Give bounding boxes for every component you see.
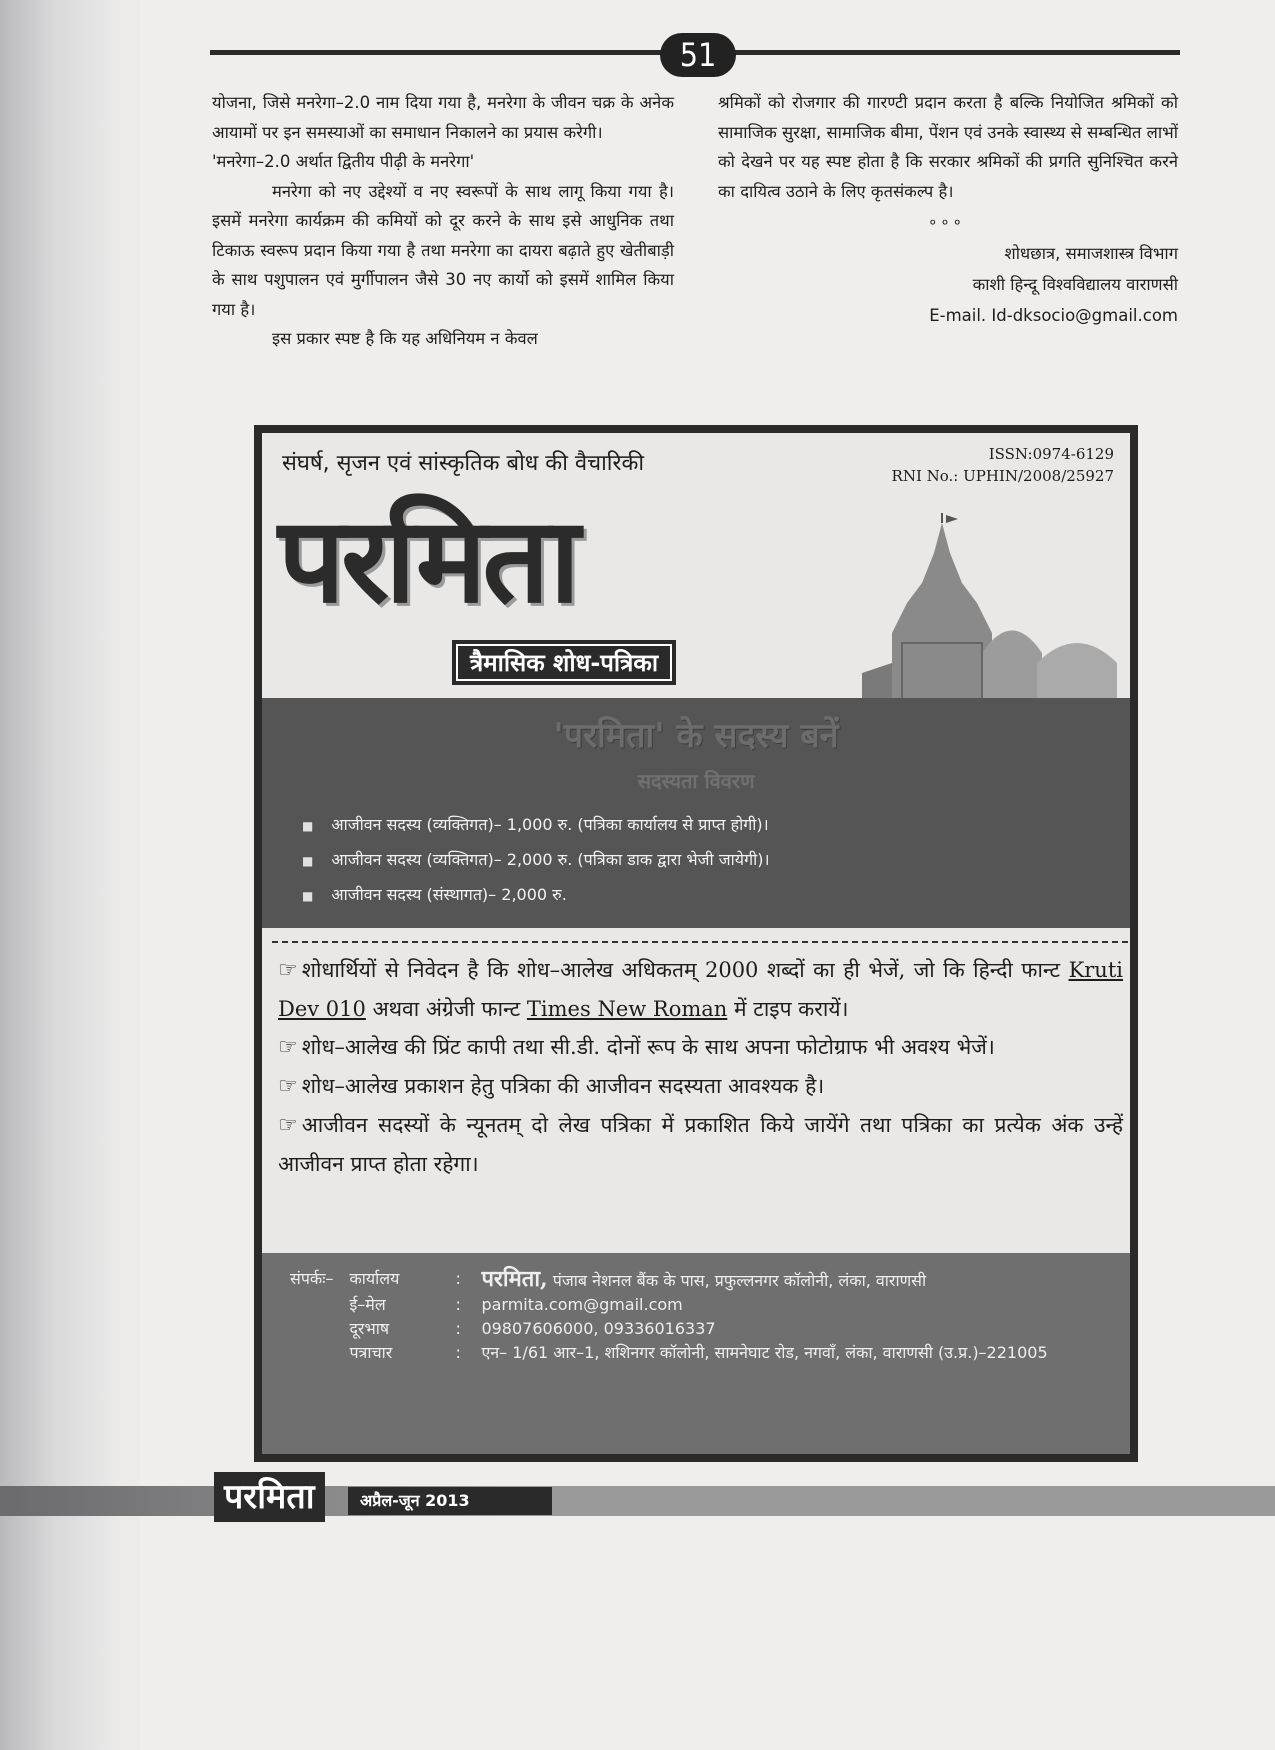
list-item: ■ आजीवन सदस्य (व्यक्तिगत)– 2,000 रु. (पत्रिका डाक द्वारा भेजी जायेगी)। — [302, 843, 770, 878]
phone-label: दूरभाष — [349, 1319, 390, 1338]
dashed-divider — [272, 941, 1128, 943]
left-column — [212, 88, 674, 354]
left-paragraph-3: इस प्रकार स्पष्ट है कि यह अधिनियम न केवल — [272, 329, 538, 348]
note-4: ☞ आजीवन सदस्यों के न्यूनतम् दो लेख पत्रिका में प्रकाशित किये जायेंगे तथा पत्रिका का प्रत्येक अंक उन्हें आजीवन प्राप्त होता रहेगा। — [278, 1113, 1123, 1176]
contact-block — [262, 1253, 1130, 1462]
quarterly-label: त्रैमासिक शोध-पत्रिका — [452, 640, 676, 685]
note-3: ☞ शोध–आलेख प्रकाशन हेतु पत्रिका की आजीवन सदस्यता आवश्यक है। — [278, 1074, 825, 1099]
note-2: ☞ शोध–आलेख की प्रिंट कापी तथा सी.डी. दोनों रूप के साथ अपना फोटोग्राफ भी अवश्य भेजें। — [278, 1035, 995, 1060]
author-line-1: शोधछात्र, समाजशास्त्र विभाग — [1004, 243, 1178, 263]
pointing-hand-icon: ☞ — [278, 958, 298, 983]
section-heading: 'मनरेगा–2.0 अर्थात द्वितीय पीढ़ी के मनरेगा' — [212, 152, 475, 171]
office-label: कार्यालय — [349, 1269, 400, 1288]
footer-band — [0, 1486, 1275, 1516]
subscription-advertisement — [254, 425, 1138, 1462]
note-1: ☞ शोधार्थियों से निवेदन है कि शोध–आलेख अधिकतम् 2000 शब्दों का ही भेजें, जो कि हिन्दी फान्ट Kruti Dev 010 अथवा अंग्रेजी फान्ट Times New Roman में टाइप करायें। — [278, 958, 1123, 1021]
left-paragraph-2: मनरेगा को नए उद्देश्यों व नए स्वरूपों के साथ लागू किया गया है। इसमें मनरेगा कार्यक्रम की कमियों को दूर करने के साथ इसे आधुनिक तथा टिकाऊ स्वरूप प्रदान किया गया है तथा मनरेगा का दायरा बढ़ाते हुए खेतीबाड़ी के साथ पशुपालन एवं मुर्गीपालन जैसे 30 नए कार्यो को इसमें शामिल किया गया है। — [212, 181, 674, 319]
pointing-hand-icon: ☞ — [278, 1074, 298, 1099]
left-paragraph-1: योजना, जिसे मनरेगा–2.0 नाम दिया गया है, मनरेगा के जीवन चक्र के अनेक आयामों पर इन समस्याओं का समाधान निकालने का प्रयास करेगी। — [212, 93, 674, 142]
journal-logo: परमिता — [278, 490, 577, 629]
issn-block — [892, 443, 1114, 487]
post-label: पत्राचार — [349, 1343, 393, 1362]
join-heading: 'परमिता' के सदस्य बनें — [553, 716, 839, 756]
pointing-hand-icon: ☞ — [278, 1113, 298, 1138]
submission-notes — [278, 951, 1123, 1183]
list-item: ■ आजीवन सदस्य (व्यक्तिगत)– 1,000 रु. (पत्रिका कार्यालय से प्राप्त होगी)। — [302, 808, 770, 843]
section-separator: ००० — [929, 215, 967, 229]
right-paragraph-1: श्रमिकों को रोजगार की गारण्टी प्रदान करता है बल्कि नियोजित श्रमिकों को सामाजिक सुरक्षा, सामाजिक बीमा, पेंशन एवं उनके स्वास्थ्य से सम्बन्धित लाभों को देखने पर यह स्पष्ट होता है कि सरकार श्रमिकों की प्रगति सुनिश्चित करने का दायित्व उठाने के लिए कृतसंकल्प है। — [718, 93, 1178, 201]
list-item: ■ आजीवन सदस्य (संस्थागत)– 2,000 रु. — [302, 878, 770, 913]
font-name-kruti: Kruti Dev 010 — [278, 958, 1123, 1021]
post-value: एन– 1/61 आर–1, शशिनगर कॉलोनी, सामनेघाट रोड, नगवाँ, लंका, वाराणसी (उ.प्र.)–221005 — [481, 1343, 1048, 1362]
contact-table: संपर्कः– कार्यालय : परमिता, पंजाब नेशनल बैंक के पास, प्रफुल्लनगर कॉलोनी, लंका, वाराणसी ई–मेल : parmita.com@gmail.com दूरभाष : 09807606000, 09336016337 पत्राचार : एन– 1/61 आर–1, शशिनगर कॉलोनी, सामनेघाट रोड, नगवाँ, लंका, वाराणसी (उ.प्र.)–221005 — [282, 1267, 1056, 1365]
issn-number: ISSN:0974-6129 — [988, 445, 1114, 463]
office-value: परमिता, पंजाब नेशनल बैंक के पास, प्रफुल्लनगर कॉलोनी, लंका, वाराणसी — [481, 1266, 927, 1292]
membership-heading: सदस्यता विवरण — [637, 769, 755, 793]
font-name-times: Times New Roman — [526, 997, 728, 1021]
pointing-hand-icon: ☞ — [278, 1035, 298, 1060]
author-line-2: काशी हिन्दू विश्वविद्यालय वाराणसी — [972, 274, 1178, 294]
rni-number: RNI No.: UPHIN/2008/25927 — [891, 467, 1114, 485]
footer-issue: अप्रैल-जून 2013 — [348, 1487, 552, 1515]
temple-icon — [862, 513, 1122, 698]
email-label: ई–मेल — [349, 1295, 386, 1314]
membership-list — [302, 808, 770, 913]
right-column — [718, 88, 1178, 331]
author-email: E-mail. Id-dksocio@gmail.com — [929, 305, 1178, 325]
ad-tagline: संघर्ष, सृजन एवं सांस्कृतिक बोध की वैचारिकी — [282, 451, 645, 476]
phone-value: 09807606000, 09336016337 — [481, 1319, 716, 1338]
footer-logo: परमिता — [214, 1472, 325, 1522]
email-value: parmita.com@gmail.com — [481, 1295, 683, 1314]
page-number: 51 — [660, 33, 736, 77]
contact-label: संपर्कः– — [290, 1269, 334, 1288]
